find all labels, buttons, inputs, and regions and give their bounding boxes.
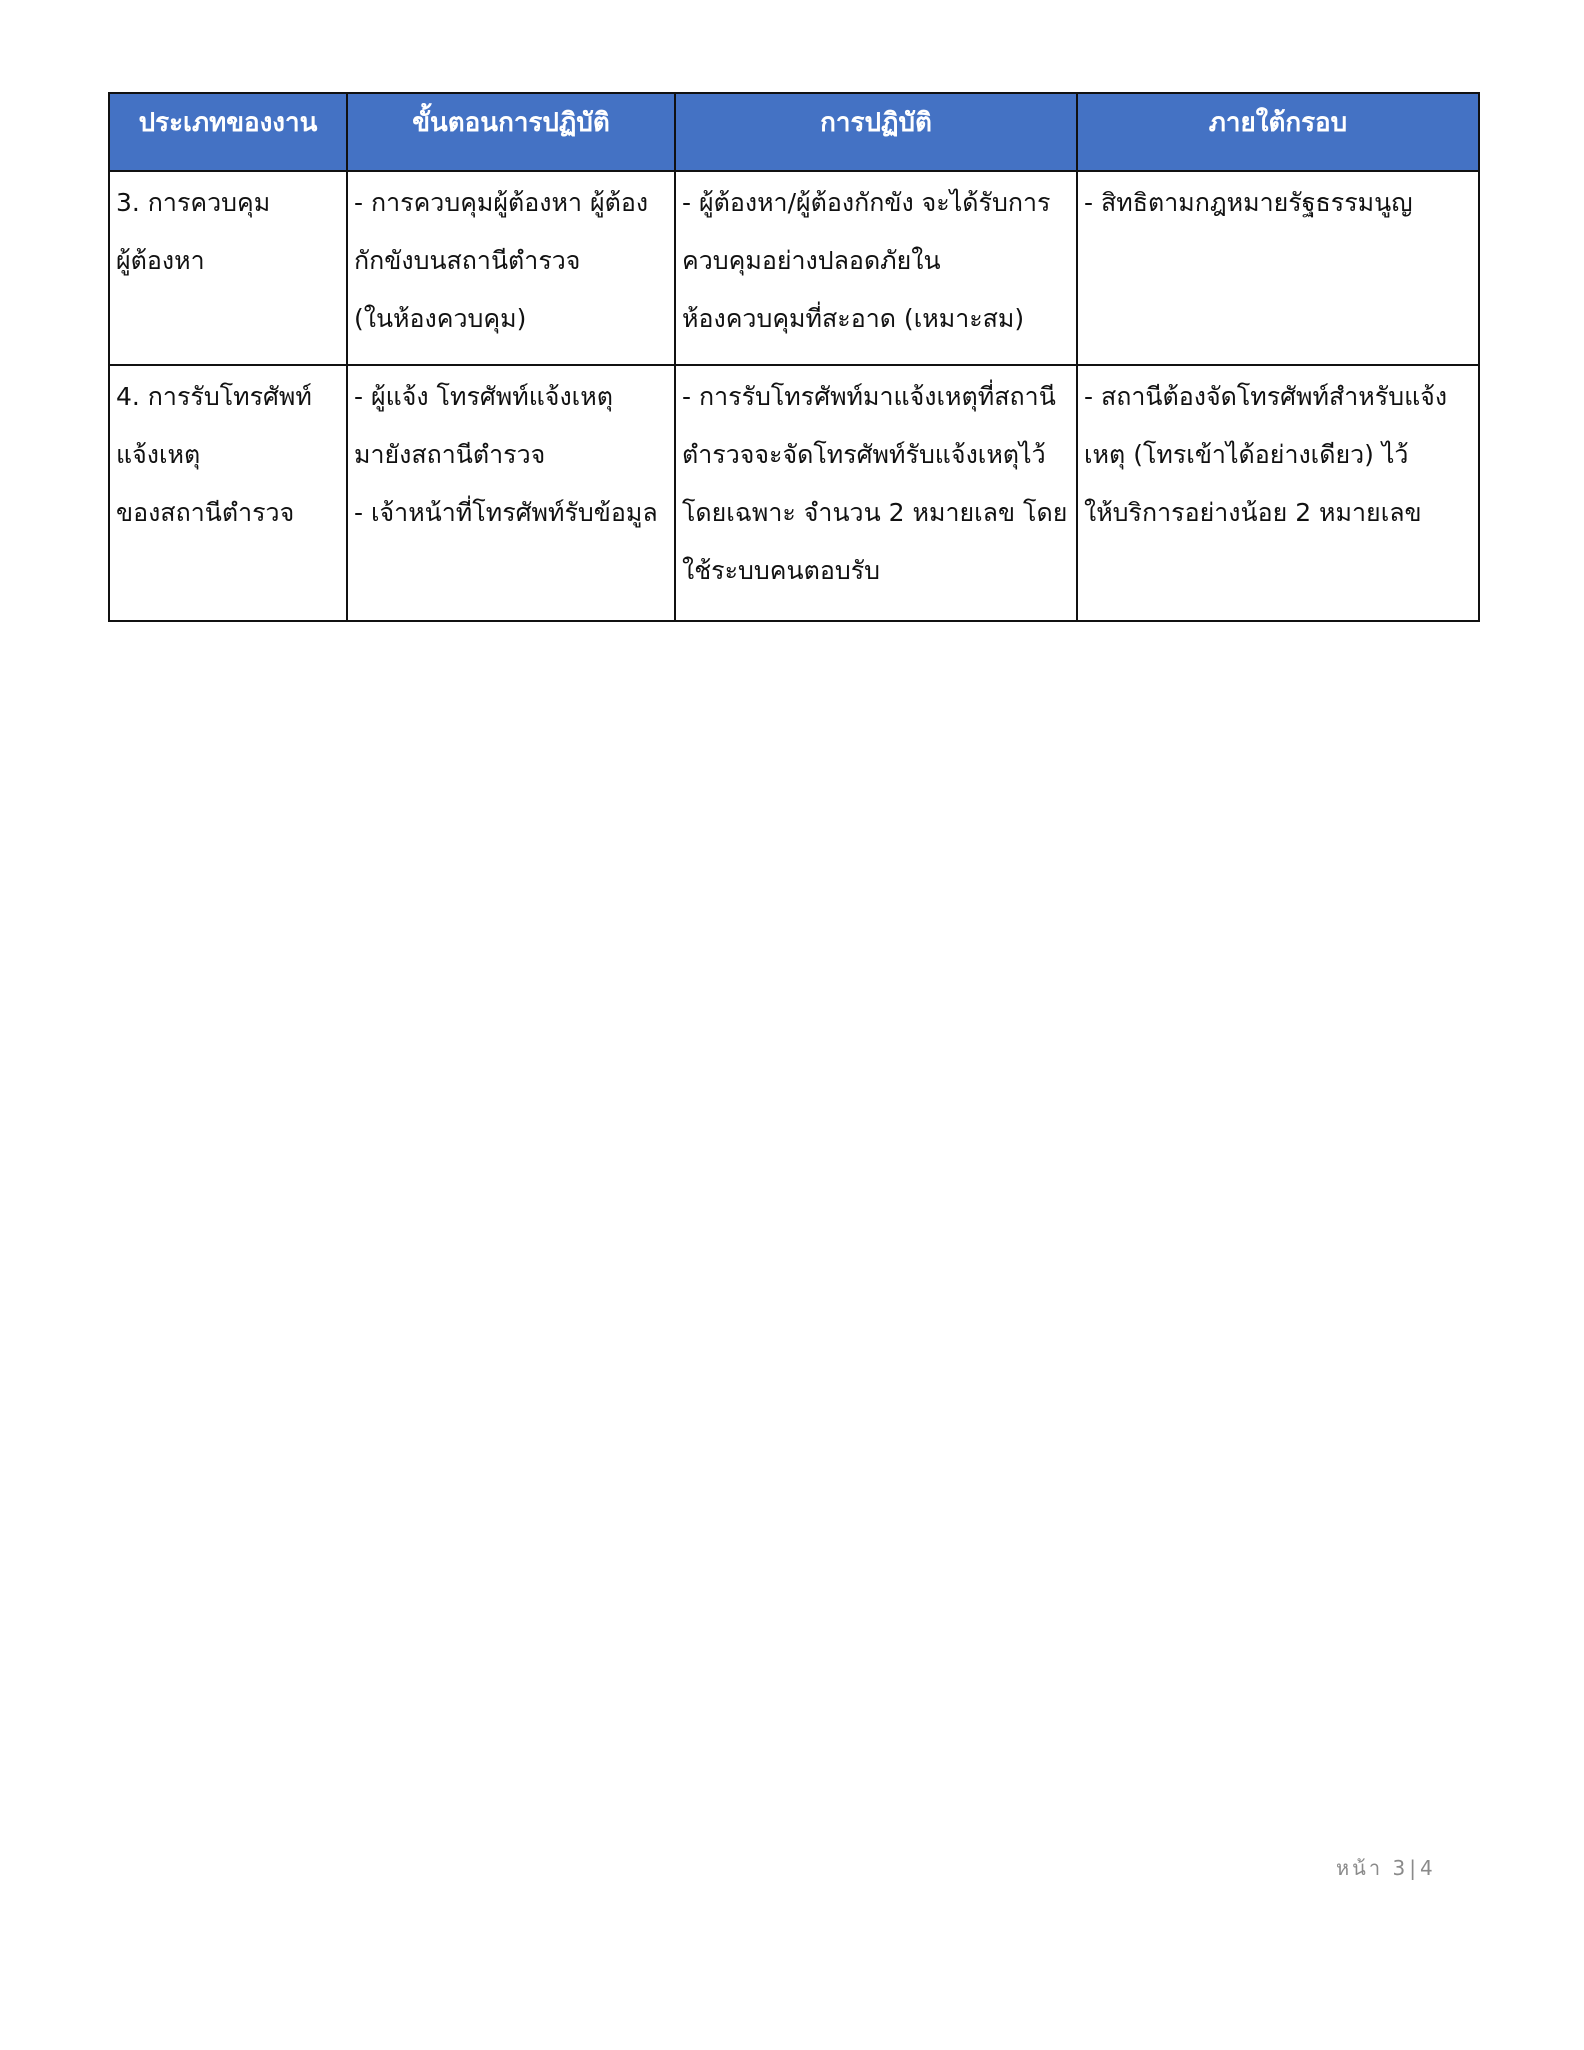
- cell-procedure-steps: [347, 365, 675, 621]
- page-current: 3: [1392, 1856, 1409, 1880]
- cell-practice: [675, 365, 1077, 621]
- cell-line: - การรับโทรศัพท์มาแจ้งเหตุที่สถานี: [682, 382, 1056, 411]
- cell-work-type: [109, 171, 347, 365]
- cell-line: 3. การควบคุม: [116, 188, 271, 217]
- cell-line: ตำรวจจะจัดโทรศัพท์รับแจ้งเหตุไว้: [682, 440, 1046, 469]
- cell-line: เหตุ (โทรเข้าได้อย่างเดียว) ไว้: [1084, 440, 1409, 469]
- table-row: [109, 171, 1479, 365]
- table-header-row: [109, 93, 1479, 171]
- cell-line: ใช้ระบบคนตอบรับ: [682, 556, 880, 585]
- page-number: [1336, 1852, 1436, 1884]
- cell-line: - สิทธิตามกฎหมายรัฐธรรมนูญ: [1084, 188, 1413, 217]
- cell-line: - การควบคุมผู้ต้องหา ผู้ต้อง: [354, 188, 649, 217]
- header-procedure-steps: ขั้นตอนการปฏิบัติ: [347, 93, 675, 171]
- cell-line: แจ้งเหตุ: [116, 440, 201, 469]
- cell-framework: [1077, 171, 1479, 365]
- header-work-type: ประเภทของงาน: [109, 93, 347, 171]
- cell-line: กักขังบนสถานีตำรวจ: [354, 246, 581, 275]
- cell-line: ห้องควบคุมที่สะอาด (เหมาะสม): [682, 304, 1025, 333]
- cell-line: ให้บริการอย่างน้อย 2 หมายเลข: [1084, 498, 1422, 527]
- cell-work-type: [109, 365, 347, 621]
- cell-line: โดยเฉพาะ จำนวน 2 หมายเลข โดย: [682, 498, 1068, 527]
- header-framework: ภายใต้กรอบ: [1077, 93, 1479, 171]
- procedure-table: [108, 92, 1480, 622]
- cell-line: - สถานีต้องจัดโทรศัพท์สำหรับแจ้ง: [1084, 382, 1448, 411]
- cell-practice: [675, 171, 1077, 365]
- cell-line: (ในห้องควบคุม): [354, 304, 527, 333]
- table-row: [109, 365, 1479, 621]
- page-label: หน้า: [1336, 1856, 1384, 1880]
- page-separator: |: [1409, 1856, 1419, 1880]
- cell-line: ผู้ต้องหา: [116, 246, 205, 275]
- cell-line: มายังสถานีตำรวจ: [354, 440, 546, 469]
- cell-line: ของสถานีตำรวจ: [116, 498, 295, 527]
- page-total: 4: [1419, 1856, 1436, 1880]
- cell-line: - ผู้แจ้ง โทรศัพท์แจ้งเหตุ: [354, 382, 613, 411]
- cell-procedure-steps: [347, 171, 675, 365]
- cell-line: 4. การรับโทรศัพท์: [116, 382, 312, 411]
- cell-framework: [1077, 365, 1479, 621]
- cell-line: - เจ้าหน้าที่โทรศัพท์รับข้อมูล: [354, 498, 658, 527]
- cell-line: - ผู้ต้องหา/ผู้ต้องกักขัง จะได้รับการ: [682, 188, 1051, 217]
- header-practice: การปฏิบัติ: [675, 93, 1077, 171]
- cell-line: ควบคุมอย่างปลอดภัยใน: [682, 246, 941, 275]
